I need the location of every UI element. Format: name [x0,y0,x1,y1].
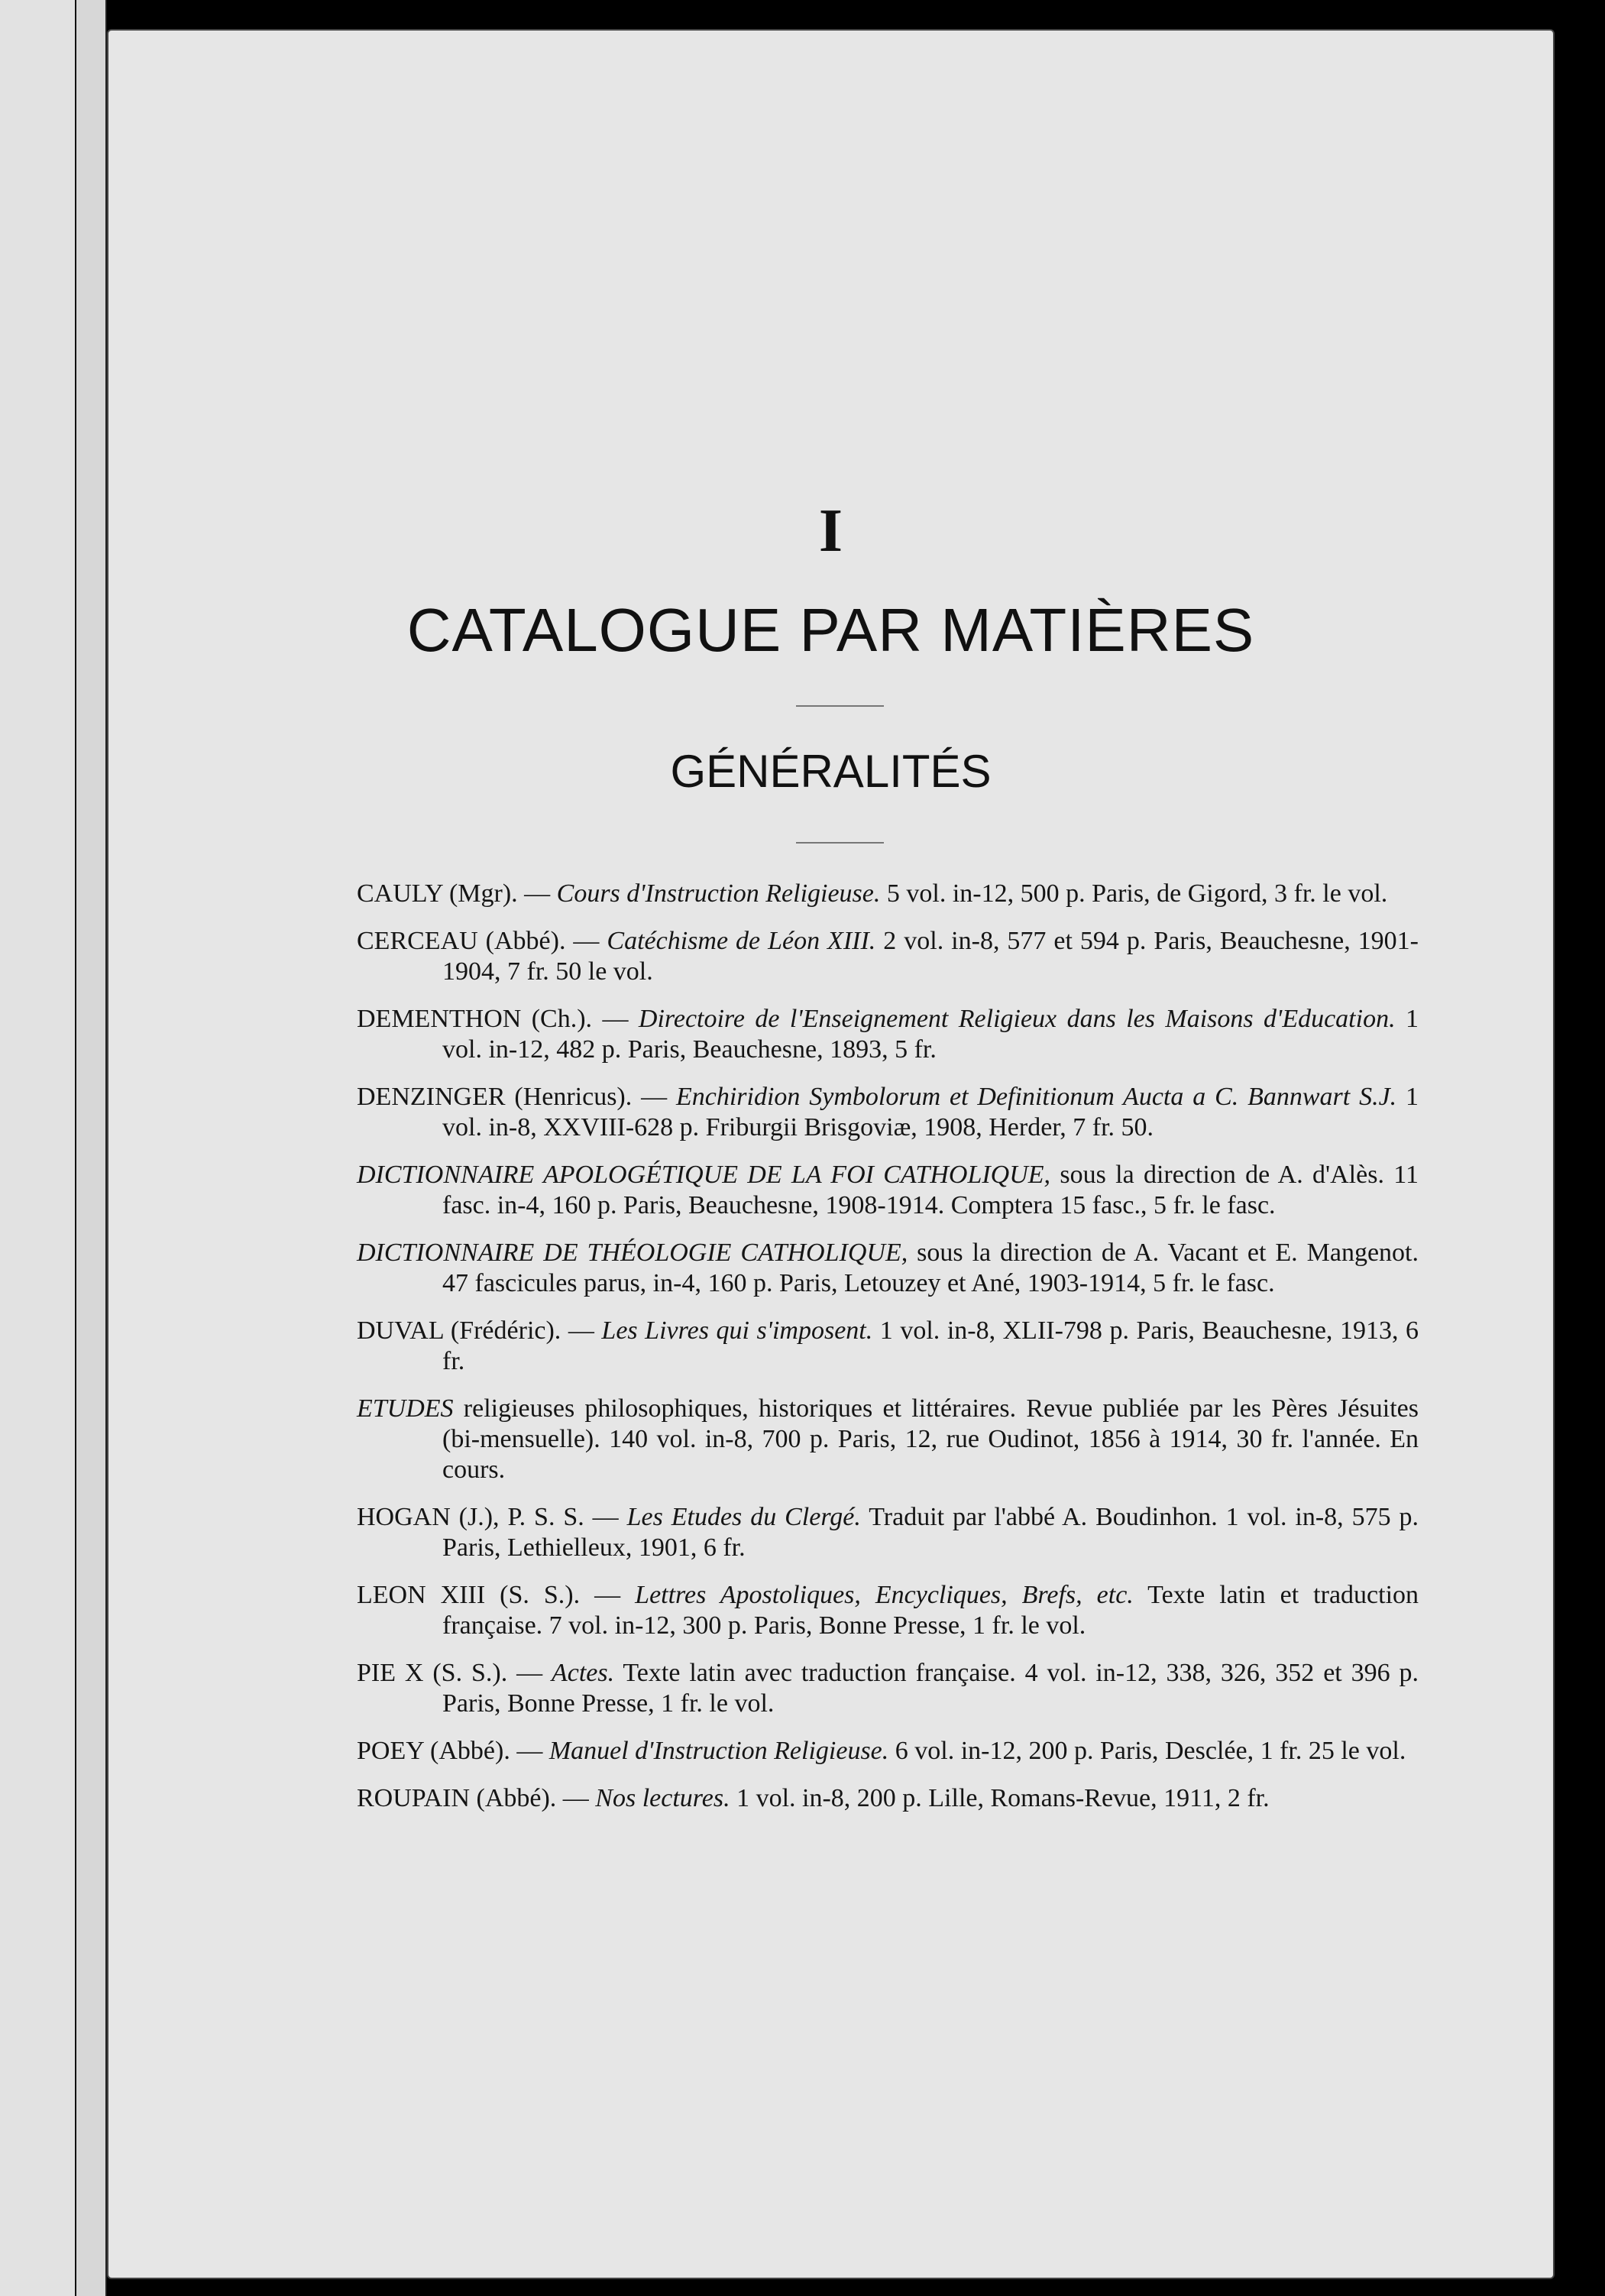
entry-separator: — [517,879,557,908]
catalogue-entry [357,1502,1419,1563]
entry-details: 5 vol. in-12, 500 p. Paris, de Gigord, 3 fr. le vol. [880,879,1388,908]
scan-border-left [0,0,77,2296]
entry-details: 1 vol. in-8, 200 p. Lille, Romans-Revue, 1911, 2 fr. [730,1784,1270,1812]
catalogue-entry [357,1580,1419,1641]
entry-author: LEON XIII (S. S.). [357,1581,581,1609]
entry-details: religieuses philosophiques, historiques et littéraires. Revue publiée par les Pères Jésuites (bi-mensuelle). 140 vol. in-8, 700 p. Paris, 12, rue Oudinot, 1856 à 1914, 30 fr. l'année. En cours. [442,1394,1419,1484]
entry-details: 1 vol. in-8, XXVIII-628 p. Friburgii Brisgoviæ, 1908, Herder, 7 fr. 50. [442,1083,1419,1142]
entry-separator: — [632,1083,676,1111]
entry-details: 2 vol. in-8, 577 et 594 p. Paris, Beauchesne, 1901-1904, 7 fr. 50 le vol. [442,927,1419,986]
entry-details: sous la direction de A. Vacant et E. Mangenot. 47 fascicules parus, in-4, 160 p. Paris, Letouzey et Ané, 1903-1914, 5 fr. le fasc. [442,1239,1419,1297]
entry-author: DEMENTHON (Ch.). [357,1005,593,1033]
entry-author: CAULY (Mgr). [357,879,518,908]
entry-author: DICTIONNAIRE APOLOGÉTIQUE DE LA FOI CATHOLIQUE, [357,1161,1051,1189]
entry-separator: — [556,1784,596,1812]
catalogue-entry [357,1394,1419,1485]
catalogue-entry [357,1736,1419,1767]
entry-separator: — [592,1005,639,1033]
catalogue-entry [357,1316,1419,1377]
document-page [107,29,1555,2279]
entry-details: 1 vol. in-12, 482 p. Paris, Beauchesne, 1893, 5 fr. [442,1005,1419,1064]
entry-author: DUVAL (Frédéric). [357,1316,561,1345]
part-number: I [818,497,843,565]
entry-details: Texte latin avec traduction française. 4 vol. in-12, 338, 326, 352 et 396 p. Paris, Bonne Presse, 1 fr. le vol. [442,1659,1419,1718]
entry-author: PIE X (S. S.). [357,1659,508,1687]
entry-work-title: Catéchisme de Léon XIII. [607,927,876,955]
entry-separator: — [510,1737,549,1765]
catalogue-entry [357,879,1419,909]
title-divider [796,705,884,707]
entry-work-title: Les Livres qui s'imposent. [601,1316,873,1345]
entry-author: DICTIONNAIRE DE THÉOLOGIE CATHOLIQUE, [357,1239,908,1267]
entry-author: POEY (Abbé). [357,1737,510,1765]
catalogue-entries [357,879,1419,1831]
entry-separator: — [561,1316,602,1345]
catalogue-entry [357,1783,1419,1814]
entry-details: 1 vol. in-8, XLII-798 p. Paris, Beauchesne, 1913, 6 fr. [442,1316,1419,1375]
entry-author: DENZINGER (Henricus). [357,1083,633,1111]
catalogue-entry [357,1082,1419,1143]
entry-work-title: Enchiridion Symbolorum et Definitionum Aucta a C. Bannwart S.J. [675,1083,1397,1111]
catalogue-entry [357,926,1419,987]
entry-details: Traduit par l'abbé A. Boudinhon. 1 vol. in-8, 575 p. Paris, Lethielleux, 1901, 6 fr. [442,1503,1419,1562]
catalogue-entry [357,1238,1419,1299]
scan-binding-strip [76,0,107,2296]
entry-author: ETUDES [357,1394,454,1423]
section-heading: GÉNÉRALITÉS [670,746,992,797]
catalogue-entry [357,1160,1419,1221]
entry-details: Texte latin et traduction française. 7 vol. in-12, 300 p. Paris, Bonne Presse, 1 fr. le vol. [442,1581,1419,1640]
page-title: CATALOGUE PAR MATIÈRES [406,596,1255,664]
catalogue-entry [357,1658,1419,1719]
entry-author: HOGAN (J.), P. S. S. [357,1503,584,1531]
section-divider [796,842,884,844]
entry-work-title: Les Etudes du Clergé. [626,1503,861,1531]
entry-author: CERCEAU (Abbé). [357,927,566,955]
entry-work-title: Directoire de l'Enseignement Religieux dans les Maisons d'Education. [638,1005,1396,1033]
entry-separator: — [584,1503,627,1531]
entry-details: 6 vol. in-12, 200 p. Paris, Desclée, 1 fr. 25 le vol. [888,1737,1406,1765]
entry-author: ROUPAIN (Abbé). [357,1784,557,1812]
catalogue-entry [357,1004,1419,1065]
entry-details: sous la direction de A. d'Alès. 11 fasc. in-4, 160 p. Paris, Beauchesne, 1908-1914. Comptera 15 fasc., 5 fr. le fasc. [442,1161,1419,1219]
entry-work-title: Manuel d'Instruction Religieuse. [548,1737,889,1765]
entry-work-title: Nos lectures. [595,1784,730,1812]
entry-work-title: Lettres Apostoliques, Encycliques, Brefs, etc. [635,1581,1134,1609]
entry-work-title: Cours d'Instruction Religieuse. [556,879,881,908]
entry-separator: — [507,1659,552,1687]
entry-work-title: Actes. [552,1659,615,1687]
entry-separator: — [565,927,607,955]
entry-separator: — [580,1581,636,1609]
